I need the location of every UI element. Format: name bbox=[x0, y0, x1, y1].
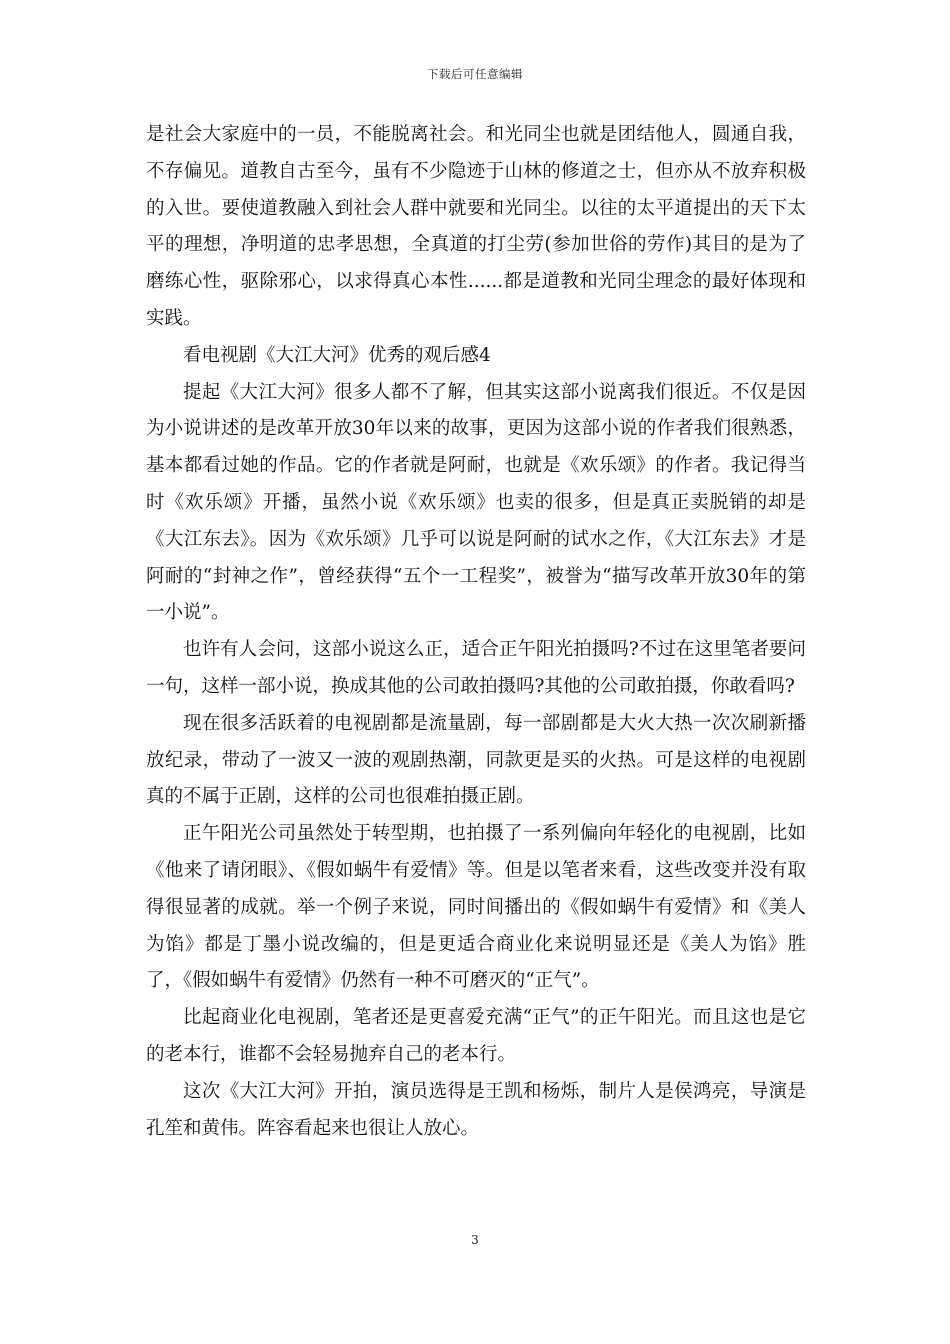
paragraph-7: 这次《大江大河》开拍，演员选得是王凯和杨烁，制片人是侯鸿亮，导演是孔笙和黄伟。阵容看起来也很让人放心。 bbox=[146, 1080, 806, 1139]
paragraph-6: 比起商业化电视剧，笔者还是更喜爱充满“正气”的正午阳光。而且这也是它的老本行，谁都不会轻易抛弃自己的老本行。 bbox=[146, 1007, 806, 1065]
paragraph-3: 也许有人会问，这部小说这么正，适合正午阳光拍摄吗?不过在这里笔者要问一句，这样一部小说，换成其他的公司敢拍摄吗?其他的公司敢拍摄，你敢看吗? bbox=[146, 639, 806, 697]
page-header: 下载后可任意编辑 bbox=[427, 67, 523, 81]
paragraph-5: 正午阳光公司虽然处于转型期，也拍摄了一系列偏向年轻化的电视剧，比如《他来了请闭眼》、《假如蜗牛有爱情》等。但是以笔者来看，这些改变并没有取得很显著的成就。举一个例子来说，同时间播出的《假如蜗牛有爱情》和《美人为馅》都是丁墨小说改编的，但是更适合商业化来说明显还是《美人为馅》胜了，《假如蜗牛有爱情》仍然有一种不可磨灭的“正气”。 bbox=[146, 823, 806, 992]
page-number: 3 bbox=[471, 1233, 479, 1247]
document-body bbox=[146, 117, 806, 1147]
paragraph-4: 现在很多活跃着的电视剧都是流量剧，每一部剧都是大火大热一次次刷新播放纪录，带动了一波又一波的观剧热潮，同款更是买的火热。可是这样的电视剧真的不属于正剧，这样的公司也很难拍摄正剧。 bbox=[146, 712, 806, 808]
paragraph-1: 是社会大家庭中的一员，不能脱离社会。和光同尘也就是团结他人，圆通自我，不存偏见。道教自古至今，虽有不少隐迹于山林的修道之士，但亦从不放弃积极的入世。要使道教融入到社会人群中就要和光同尘。以往的太平道提出的天下太平的理想，净明道的忠孝思想，全真道的打尘劳(参加世俗的劳作)其目的是为了磨练心性，驱除邪心，以求得真心本性......都是道教和光同尘理念的最好体现和实践。 bbox=[146, 124, 806, 329]
paragraph-2: 提起《大江大河》很多人都不了解，但其实这部小说离我们很近。不仅是因为小说讲述的是改革开放30年以来的故事，更因为这部小说的作者我们很熟悉，基本都看过她的作品。它的作者就是阿耐，也就是《欢乐颂》的作者。我记得当时《欢乐颂》开播，虽然小说《欢乐颂》也卖的很多，但是真正卖脱销的却是《大江东去》。因为《欢乐颂》几乎可以说是阿耐的试水之作，《大江东去》才是阿耐的“封神之作”，曾经获得“五个一工程奖”，被誉为“描写改革开放30年的第一小说”。 bbox=[146, 381, 806, 624]
section-heading: 看电视剧《大江大河》优秀的观后感4 bbox=[183, 344, 491, 366]
